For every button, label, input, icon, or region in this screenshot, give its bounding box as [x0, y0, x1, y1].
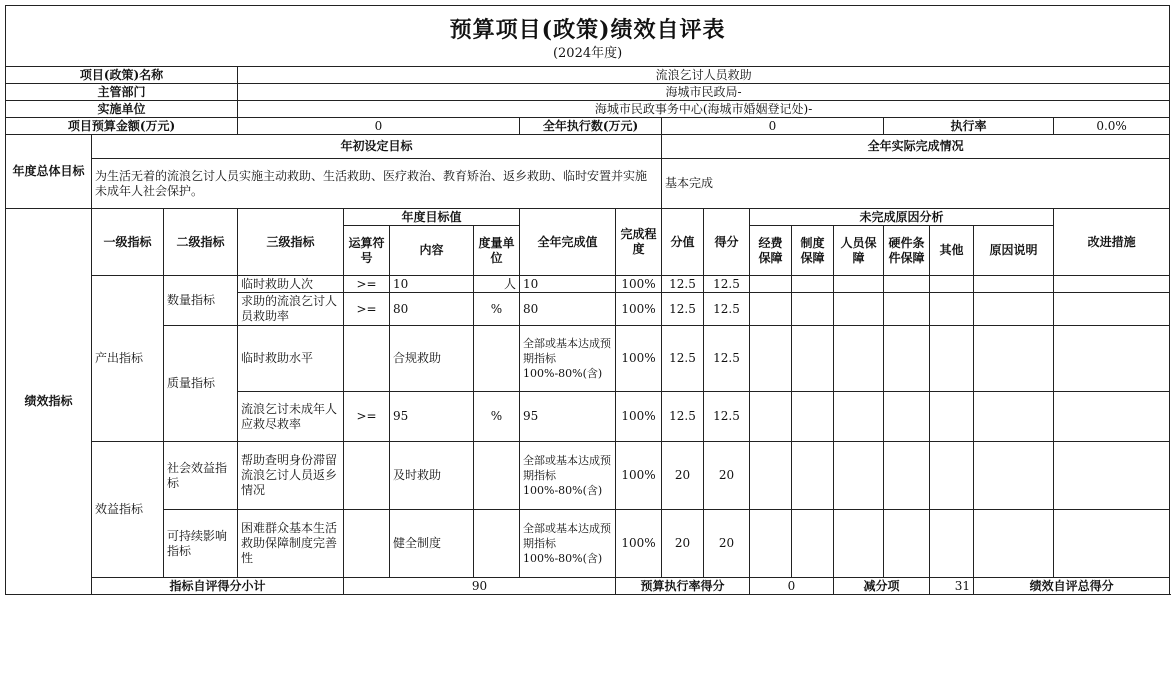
- indicator-op: [344, 442, 390, 510]
- project-name-label: 项目(政策)名称: [6, 67, 238, 84]
- deduct-value: 31: [930, 578, 974, 595]
- budget-label: 项目预算金额(万元): [6, 118, 238, 135]
- unit-header: 度量单位: [474, 226, 520, 276]
- reason-staff-header: 人员保障: [834, 226, 884, 276]
- indicator-content: 合规救助: [390, 326, 474, 392]
- indicator-actual: 全部或基本达成预期指标100%-80%(含): [520, 442, 616, 510]
- perf-indicators-label: 绩效指标: [6, 209, 92, 595]
- indicator-unit: %: [474, 392, 520, 442]
- title-cell: [6, 6, 1170, 67]
- indicator-op: >=: [344, 293, 390, 326]
- indicator-unit: [474, 510, 520, 578]
- self-score-value: 90: [344, 578, 616, 595]
- actual-header: 全年完成值: [520, 209, 616, 276]
- indicator-degree: 100%: [616, 326, 662, 392]
- indicator-name: 流浪乞讨未成年人应救尽救率: [238, 392, 344, 442]
- indicator-degree: 100%: [616, 510, 662, 578]
- evaluation-form: [5, 5, 1169, 595]
- level1-header: 一级指标: [92, 209, 164, 276]
- got-header: 得分: [704, 209, 750, 276]
- quantity-group: 数量指标: [164, 276, 238, 326]
- indicator-unit: %: [474, 293, 520, 326]
- sustain-group: 可持续影响指标: [164, 510, 238, 578]
- indicator-degree: 100%: [616, 276, 662, 293]
- indicator-name: 帮助查明身份滞留流浪乞讨人员返乡情况: [238, 442, 344, 510]
- indicator-unit: [474, 442, 520, 510]
- quality-group: 质量指标: [164, 326, 238, 442]
- indicator-op: [344, 510, 390, 578]
- unit-value: 海城市民政事务中心(海城市婚姻登记处)-: [238, 101, 1170, 118]
- reason-fund-header: 经费保障: [750, 226, 792, 276]
- actual-result-label: 全年实际完成情况: [662, 135, 1170, 159]
- indicator-score: 20: [662, 510, 704, 578]
- exec-label: 全年执行数(万元): [520, 118, 662, 135]
- level3-header: 三级指标: [238, 209, 344, 276]
- evaluation-table: [5, 5, 1170, 595]
- indicator-actual: 全部或基本达成预期指标100%-80%(含): [520, 510, 616, 578]
- indicator-name: 困难群众基本生活救助保障制度完善性: [238, 510, 344, 578]
- indicator-degree: 100%: [616, 442, 662, 510]
- project-name-value: 流浪乞讨人员救助: [238, 67, 1170, 84]
- indicator-content: 及时救助: [390, 442, 474, 510]
- indicator-got: 12.5: [704, 276, 750, 293]
- unit-label: 实施单位: [6, 101, 238, 118]
- exec-value: 0: [662, 118, 884, 135]
- improve-header: 改进措施: [1054, 209, 1170, 276]
- rate-value: 0.0%: [1054, 118, 1170, 135]
- indicator-got: 20: [704, 510, 750, 578]
- indicator-actual: 10: [520, 276, 616, 293]
- indicator-content: 80: [390, 293, 474, 326]
- degree-header: 完成程度: [616, 209, 662, 276]
- budget-score-label: 预算执行率得分: [616, 578, 750, 595]
- indicator-got: 12.5: [704, 293, 750, 326]
- dept-label: 主管部门: [6, 84, 238, 101]
- indicator-degree: 100%: [616, 392, 662, 442]
- target-group-header: 年度目标值: [344, 209, 520, 226]
- actual-result-text: 基本完成: [662, 159, 1170, 209]
- indicator-degree: 100%: [616, 293, 662, 326]
- reason-hardware-header: 硬件条件保障: [884, 226, 930, 276]
- indicator-actual: 80: [520, 293, 616, 326]
- indicator-score: 20: [662, 442, 704, 510]
- reason-group-header: 未完成原因分析: [750, 209, 1054, 226]
- indicator-content: 健全制度: [390, 510, 474, 578]
- initial-goal-label: 年初设定目标: [92, 135, 662, 159]
- budget-score-value: 0: [750, 578, 834, 595]
- initial-goal-text: 为生活无着的流浪乞讨人员实施主动救助、生活救助、医疗救治、教育矫治、返乡救助、临时安置并实施未成年人社会保护。: [92, 159, 662, 209]
- indicator-name: 临时救助水平: [238, 326, 344, 392]
- benefit-group: 效益指标: [92, 442, 164, 578]
- content-header: 内容: [390, 226, 474, 276]
- indicator-unit: 人: [474, 276, 520, 293]
- self-score-label: 指标自评得分小计: [92, 578, 344, 595]
- indicator-content: 95: [390, 392, 474, 442]
- indicator-op: >=: [344, 392, 390, 442]
- indicator-op: [344, 326, 390, 392]
- level2-header: 二级指标: [164, 209, 238, 276]
- indicator-got: 12.5: [704, 392, 750, 442]
- indicator-name: 求助的流浪乞讨人员救助率: [238, 293, 344, 326]
- indicator-unit: [474, 326, 520, 392]
- indicator-op: >=: [344, 276, 390, 293]
- social-group: 社会效益指标: [164, 442, 238, 510]
- reason-system-header: 制度保障: [792, 226, 834, 276]
- indicator-actual: 全部或基本达成预期指标100%-80%(含): [520, 326, 616, 392]
- indicator-name: 临时救助人次: [238, 276, 344, 293]
- page-title: 预算项目(政策)绩效自评表: [449, 17, 726, 43]
- indicator-score: 12.5: [662, 293, 704, 326]
- output-group: 产出指标: [92, 276, 164, 442]
- indicator-score: 12.5: [662, 326, 704, 392]
- dept-value: 海城市民政局-: [238, 84, 1170, 101]
- total-score-label: 绩效自评总得分: [974, 578, 1170, 595]
- budget-value: 0: [238, 118, 520, 135]
- op-header: 运算符号: [344, 226, 390, 276]
- indicator-content: 10: [390, 276, 474, 293]
- rate-label: 执行率: [884, 118, 1054, 135]
- goals-section-label: 年度总体目标: [6, 135, 92, 209]
- indicator-score: 12.5: [662, 392, 704, 442]
- indicator-actual: 95: [520, 392, 616, 442]
- reason-other-header: 其他: [930, 226, 974, 276]
- indicator-score: 12.5: [662, 276, 704, 293]
- score-header: 分值: [662, 209, 704, 276]
- indicator-got: 20: [704, 442, 750, 510]
- page-subtitle: (2024年度): [552, 46, 623, 61]
- deduct-label: 减分项: [834, 578, 930, 595]
- indicator-got: 12.5: [704, 326, 750, 392]
- reason-note-header: 原因说明: [974, 226, 1054, 276]
